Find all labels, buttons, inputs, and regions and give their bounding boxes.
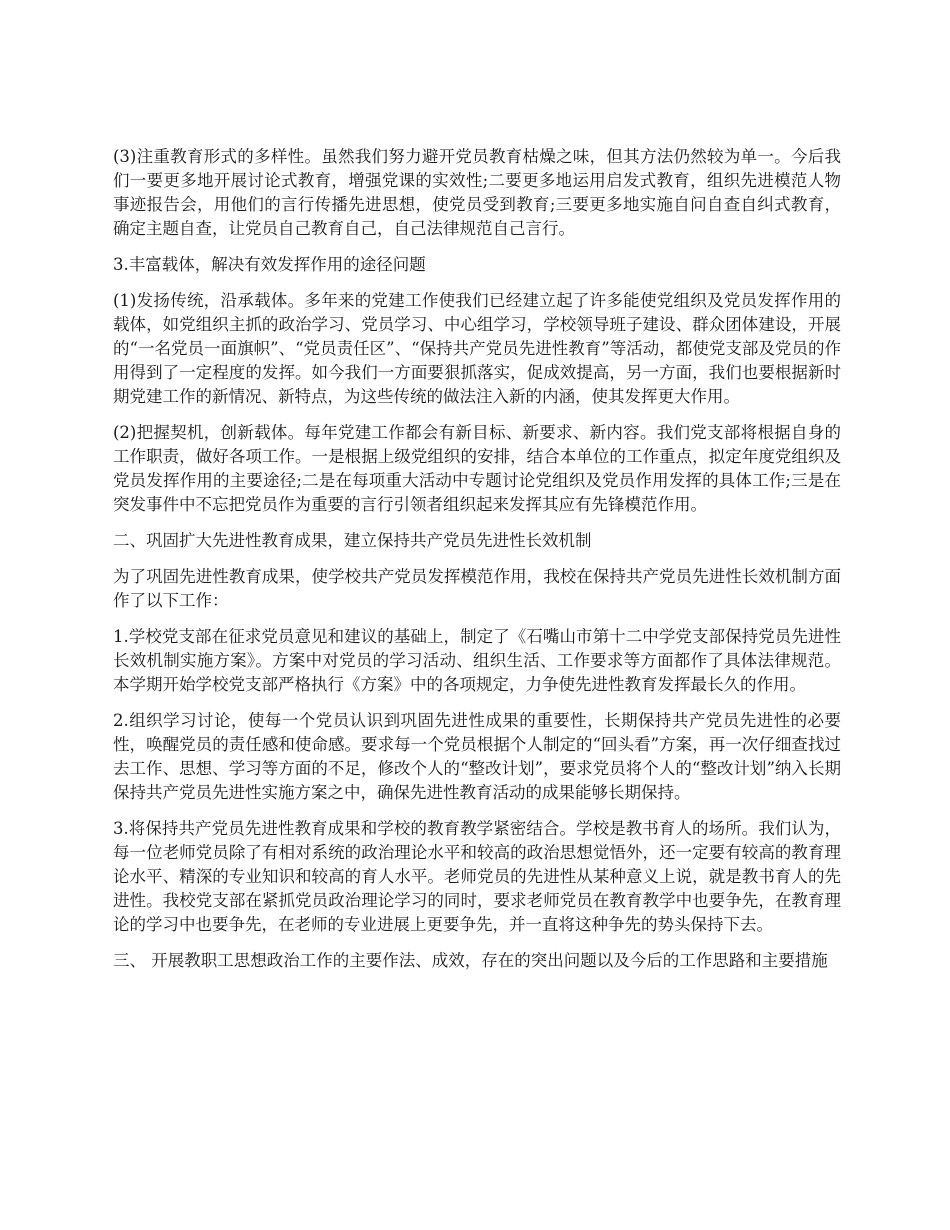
paragraph-tradition-carriers: (1)发扬传统，沿承载体。多年来的党建工作使我们已经建立起了许多能使党组织及党员发挥作用的载体，如党组织主抓的政治学习、党员学习、中心组学习，学校领导班子建设、群众团体建设，开展的“一名党员一面旗帜”、“党员责任区”、“保持共产党员先进性教育”等活动，都使党支部及党员的作用得到了一定程度的发挥。如今我们一方面要狠抓落实，促成效提高，另一方面，我们也要根据新时期党建工作的新情况、新特点，为这些传统的做法注入新的内涵，使其发挥更大作用。 bbox=[113, 291, 841, 406]
paragraph-innovate-carriers: (2)把握契机，创新载体。每年党建工作都会有新目标、新要求、新内容。我们党支部将根据自身的工作职责，做好各项工作。一是根据上级党组织的安排，结合本单位的工作重点，拟定年度党组织及党员发挥作用的主要途径;二是在每项重大活动中专题讨论党组织及党员作用发挥的具体工作;三是在突发事件中不忘把党员作为重要的言行引领者组织起来发挥其应有先锋模范作用。 bbox=[113, 423, 841, 514]
paragraph-education-forms: (3)注重教育形式的多样性。虽然我们努力避开党员教育枯燥之味，但其方法仍然较为单一。今后我们一要更多地开展讨论式教育，增强党课的实效性;二要更多地运用启发式教育，组织先进模范人物事迹报告会，用他们的言行传播先进思想，使党员受到教育;三要更多地实施自问自查自纠式教育，确定主题自查，让党员自己教育自己，自己法律规范自己言行。 bbox=[113, 147, 841, 238]
section-heading-carriers: 3.丰富载体，解决有效发挥作用的途径问题 bbox=[113, 255, 426, 274]
section-heading-long-term-mechanism: 二、巩固扩大先进性教育成果，建立保持共产党员先进性长效机制 bbox=[113, 531, 592, 550]
document-page bbox=[113, 145, 841, 985]
paragraph-mechanism-intro: 为了巩固先进性教育成果，使学校共产党员发挥模范作用，我校在保持共产党员先进性长效机制方面作了以下工作： bbox=[113, 567, 841, 610]
paragraph-teaching-integration: 3.将保持共产党员先进性教育成果和学校的教育教学紧密结合。学校是教书育人的场所。我们认为，每一位老师党员除了有相对系统的政治理论水平和较高的政治思想觉悟外，还一定要有较高的教育理论水平、精深的专业知识和较高的育人水平。老师党员的先进性从某种意义上说，就是教书育人的先进性。我校党支部在紧抓党员政治理论学习的同时，要求老师党员在教育教学中也要争先，在教育理论的学习中也要争先，在老师的专业进展上更要争先，并一直将这种争先的势头保持下去。 bbox=[113, 819, 841, 934]
section-heading-staff-ideological-work: 三、 开展教职工思想政治工作的主要作法、成效，存在的突出问题以及今后的工作思路和主要措施 bbox=[113, 951, 828, 970]
paragraph-implementation-plan: 1.学校党支部在征求党员意见和建议的基础上，制定了《石嘴山市第十二中学党支部保持党员先进性长效机制实施方案》。方案中对党员的学习活动、组织生活、工作要求等方面都作了具体法律规范。本学期开始学校党支部严格执行《方案》中的各项规定，力争使先进性教育发挥最长久的作用。 bbox=[113, 627, 841, 694]
paragraph-study-discussion: 2.组织学习讨论，使每一个党员认识到巩固先进性成果的重要性，长期保持共产党员先进性的必要性，唤醒党员的责任感和使命感。要求每一个党员根据个人制定的“回头看”方案，再一次仔细查找过去工作、思想、学习等方面的不足，修改个人的“整改计划”，要求党员将个人的“整改计划”纳入长期保持共产党员先进性实施方案之中，确保先进性教育活动的成果能够长期保持。 bbox=[113, 711, 841, 802]
